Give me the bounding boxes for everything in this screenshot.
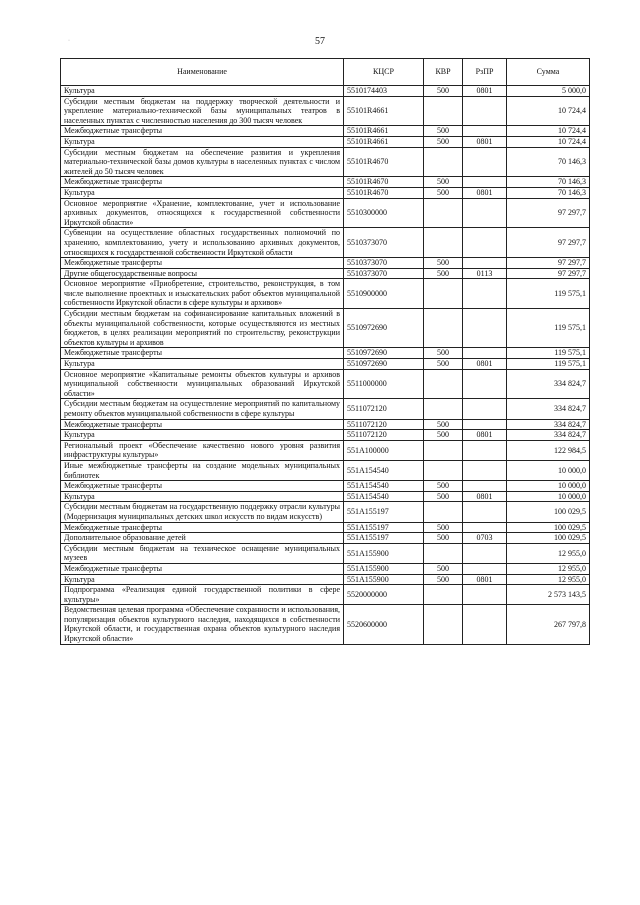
table-row: [61, 522, 590, 533]
code-cell: 5511072120: [344, 430, 424, 441]
kvr-cell: 500: [424, 187, 463, 198]
kvr-cell: [424, 399, 463, 419]
sum-cell: 334 824,7: [507, 430, 590, 441]
name-cell: Иные межбюджетные трансферты на создание модельных муниципальных библиотек: [61, 460, 344, 480]
name-cell: Субсидии местным бюджетам на осуществление мероприятий по капитальному ремонту объектов муниципальной собственности в сфере культуры: [61, 399, 344, 419]
kvr-cell: 500: [424, 268, 463, 279]
code-cell: 55101R4661: [344, 96, 424, 126]
kvr-cell: 500: [424, 481, 463, 492]
code-cell: 5510174403: [344, 86, 424, 97]
table-row: [61, 86, 590, 97]
name-cell: Субсидии местным бюджетам на софинансирование капитальных вложений в объекты муниципальной собственности, которые осуществляются из местных бюджетов, в целях реализации мероприятий по строительству, реконструкции объектов культуры и архивов: [61, 309, 344, 348]
name-cell: Культура: [61, 86, 344, 97]
name-cell: Межбюджетные трансферты: [61, 481, 344, 492]
table-row: [61, 258, 590, 269]
name-cell: Дополнительное образование детей: [61, 533, 344, 544]
rzpr-cell: [463, 348, 507, 359]
sum-cell: 2 573 143,5: [507, 585, 590, 605]
code-cell: 5511072120: [344, 399, 424, 419]
table-row: [61, 430, 590, 441]
sum-cell: 12 955,0: [507, 563, 590, 574]
code-cell: 55101R4670: [344, 187, 424, 198]
header-kvr: КВР: [424, 59, 463, 86]
sum-cell: 122 984,5: [507, 440, 590, 460]
sum-cell: 70 146,3: [507, 177, 590, 188]
name-cell: Ведомственная целевая программа «Обеспечение сохранности и использования, популяризация объектов культурного наследия, находящихся в собственности Иркутской области, и государственная охрана объектов культурного наследия Иркутской области»: [61, 605, 344, 644]
rzpr-cell: [463, 96, 507, 126]
name-cell: Межбюджетные трансферты: [61, 177, 344, 188]
code-cell: 5510972690: [344, 309, 424, 348]
kvr-cell: [424, 440, 463, 460]
header-code: КЦСР: [344, 59, 424, 86]
rzpr-cell: [463, 147, 507, 177]
code-cell: 551A154540: [344, 481, 424, 492]
code-cell: 5510972690: [344, 348, 424, 359]
sum-cell: 12 955,0: [507, 543, 590, 563]
name-cell: Региональный проект «Обеспечение качественно нового уровня развития инфраструктуры культуры»: [61, 440, 344, 460]
kvr-cell: 500: [424, 522, 463, 533]
header-name: Наименование: [61, 59, 344, 86]
name-cell: Субсидии местным бюджетам на государственную поддержку отрасли культуры (Модернизация муниципальных детских школ искусств по видам искусств): [61, 502, 344, 522]
code-cell: 55101R4670: [344, 177, 424, 188]
table-row: [61, 96, 590, 126]
kvr-cell: [424, 585, 463, 605]
code-cell: 55101R4661: [344, 136, 424, 147]
rzpr-cell: [463, 177, 507, 188]
sum-cell: 5 000,0: [507, 86, 590, 97]
kvr-cell: 500: [424, 136, 463, 147]
rzpr-cell: [463, 563, 507, 574]
name-cell: Культура: [61, 359, 344, 370]
kvr-cell: [424, 502, 463, 522]
table-header: [61, 59, 590, 86]
sum-cell: 97 297,7: [507, 198, 590, 228]
name-cell: Субсидии местным бюджетам на обеспечение развития и укрепления материально-технической базы домов культуры в населенных пунктах с числом жителей до 50 тысяч человек: [61, 147, 344, 177]
table-row: [61, 502, 590, 522]
rzpr-cell: 0801: [463, 491, 507, 502]
code-cell: 551A155900: [344, 574, 424, 585]
table-row: [61, 359, 590, 370]
code-cell: 5510373070: [344, 258, 424, 269]
table-row: [61, 147, 590, 177]
table-row: [61, 399, 590, 419]
code-cell: 5511072120: [344, 419, 424, 430]
rzpr-cell: [463, 228, 507, 258]
kvr-cell: 500: [424, 533, 463, 544]
sum-cell: 97 297,7: [507, 228, 590, 258]
sum-cell: 70 146,3: [507, 147, 590, 177]
sum-cell: 119 575,1: [507, 309, 590, 348]
name-cell: Субвенции на осуществление областных государственных полномочий по хранению, комплектованию, учету и использованию архивных документов, относящихся к государственной собственности Иркутской области: [61, 228, 344, 258]
header-sum: Сумма: [507, 59, 590, 86]
kvr-cell: [424, 369, 463, 399]
table-row: [61, 605, 590, 644]
name-cell: Межбюджетные трансферты: [61, 563, 344, 574]
sum-cell: 10 000,0: [507, 491, 590, 502]
code-cell: 551A155197: [344, 533, 424, 544]
rzpr-cell: [463, 605, 507, 644]
code-cell: 551A155900: [344, 543, 424, 563]
code-cell: 5520000000: [344, 585, 424, 605]
name-cell: Основное мероприятие «Капитальные ремонты объектов культуры и архивов муниципальной собственности муниципальных образований Иркутской области»: [61, 369, 344, 399]
rzpr-cell: [463, 126, 507, 137]
sum-cell: 70 146,3: [507, 187, 590, 198]
name-cell: Межбюджетные трансферты: [61, 126, 344, 137]
code-cell: 551A155900: [344, 563, 424, 574]
name-cell: Межбюджетные трансферты: [61, 522, 344, 533]
kvr-cell: 500: [424, 86, 463, 97]
kvr-cell: 500: [424, 563, 463, 574]
table-row: [61, 348, 590, 359]
header-rzpr: РзПР: [463, 59, 507, 86]
name-cell: Основное мероприятие «Приобретение, строительство, реконструкция, в том числе выполнение проектных и изыскательских работ объектов муниципальной собственности Иркутской области в сфере культуры и архивов»: [61, 279, 344, 309]
kvr-cell: 500: [424, 359, 463, 370]
code-cell: 551A155197: [344, 522, 424, 533]
kvr-cell: [424, 460, 463, 480]
rzpr-cell: 0113: [463, 268, 507, 279]
rzpr-cell: [463, 198, 507, 228]
header-row: [61, 59, 590, 86]
code-cell: 551A155197: [344, 502, 424, 522]
sum-cell: 119 575,1: [507, 359, 590, 370]
name-cell: Межбюджетные трансферты: [61, 419, 344, 430]
rzpr-cell: [463, 585, 507, 605]
page-number: 57: [315, 36, 325, 47]
sum-cell: 334 824,7: [507, 419, 590, 430]
table-row: [61, 136, 590, 147]
table-row: [61, 543, 590, 563]
table-row: [61, 574, 590, 585]
name-cell: Другие общегосударственные вопросы: [61, 268, 344, 279]
code-cell: 5511000000: [344, 369, 424, 399]
name-cell: Подпрограмма «Реализация единой государственной политики в сфере культуры»: [61, 585, 344, 605]
rzpr-cell: [463, 309, 507, 348]
table-row: [61, 491, 590, 502]
table-row: [61, 309, 590, 348]
table-row: [61, 228, 590, 258]
rzpr-cell: [463, 419, 507, 430]
rzpr-cell: 0703: [463, 533, 507, 544]
sum-cell: 10 000,0: [507, 481, 590, 492]
kvr-cell: [424, 147, 463, 177]
kvr-cell: 500: [424, 491, 463, 502]
sum-cell: 100 029,5: [507, 522, 590, 533]
table-row: [61, 440, 590, 460]
sum-cell: 12 955,0: [507, 574, 590, 585]
kvr-cell: 500: [424, 574, 463, 585]
name-cell: Межбюджетные трансферты: [61, 348, 344, 359]
kvr-cell: 500: [424, 126, 463, 137]
code-cell: 55101R4661: [344, 126, 424, 137]
rzpr-cell: [463, 258, 507, 269]
scan-mark: ·: [68, 38, 70, 44]
rzpr-cell: [463, 543, 507, 563]
rzpr-cell: [463, 399, 507, 419]
kvr-cell: 500: [424, 430, 463, 441]
rzpr-cell: [463, 440, 507, 460]
rzpr-cell: [463, 522, 507, 533]
name-cell: Основное мероприятие «Хранение, комплектование, учет и использование архивных документов, относящихся к государственной собственности Иркутской области»: [61, 198, 344, 228]
sum-cell: 267 797,8: [507, 605, 590, 644]
table-row: [61, 187, 590, 198]
sum-cell: 334 824,7: [507, 369, 590, 399]
code-cell: 5510972690: [344, 359, 424, 370]
name-cell: Субсидии местным бюджетам на поддержку творческой деятельности и укрепление материально-технической базы муниципальных театров в населенных пунктах с численностью населения до 300 тысяч человек: [61, 96, 344, 126]
kvr-cell: [424, 198, 463, 228]
code-cell: 5520600000: [344, 605, 424, 644]
sum-cell: 10 724,4: [507, 96, 590, 126]
sum-cell: 10 724,4: [507, 126, 590, 137]
table-row: [61, 268, 590, 279]
code-cell: 551A154540: [344, 460, 424, 480]
table-row: [61, 126, 590, 137]
rzpr-cell: 0801: [463, 359, 507, 370]
kvr-cell: 500: [424, 348, 463, 359]
table-row: [61, 279, 590, 309]
table-row: [61, 460, 590, 480]
kvr-cell: [424, 279, 463, 309]
sum-cell: 10 000,0: [507, 460, 590, 480]
name-cell: Культура: [61, 430, 344, 441]
kvr-cell: [424, 605, 463, 644]
table-row: [61, 563, 590, 574]
rzpr-cell: 0801: [463, 430, 507, 441]
table-row: [61, 419, 590, 430]
code-cell: 551A100000: [344, 440, 424, 460]
kvr-cell: 500: [424, 258, 463, 269]
table-row: [61, 369, 590, 399]
rzpr-cell: 0801: [463, 574, 507, 585]
rzpr-cell: [463, 481, 507, 492]
rzpr-cell: [463, 279, 507, 309]
rzpr-cell: [463, 460, 507, 480]
code-cell: 5510373070: [344, 268, 424, 279]
name-cell: Культура: [61, 574, 344, 585]
table-row: [61, 585, 590, 605]
code-cell: 551A154540: [344, 491, 424, 502]
kvr-cell: 500: [424, 177, 463, 188]
rzpr-cell: [463, 502, 507, 522]
sum-cell: 119 575,1: [507, 279, 590, 309]
sum-cell: 97 297,7: [507, 258, 590, 269]
name-cell: Межбюджетные трансферты: [61, 258, 344, 269]
table-row: [61, 198, 590, 228]
kvr-cell: [424, 309, 463, 348]
code-cell: 5510300000: [344, 198, 424, 228]
table-body: [61, 86, 590, 645]
name-cell: Субсидии местным бюджетам на техническое оснащение муниципальных музеев: [61, 543, 344, 563]
table-row: [61, 177, 590, 188]
sum-cell: 10 724,4: [507, 136, 590, 147]
name-cell: Культура: [61, 187, 344, 198]
rzpr-cell: 0801: [463, 86, 507, 97]
kvr-cell: 500: [424, 419, 463, 430]
sum-cell: 97 297,7: [507, 268, 590, 279]
table-row: [61, 481, 590, 492]
sum-cell: 334 824,7: [507, 399, 590, 419]
code-cell: 5510373070: [344, 228, 424, 258]
kvr-cell: [424, 543, 463, 563]
name-cell: Культура: [61, 136, 344, 147]
sum-cell: 119 575,1: [507, 348, 590, 359]
rzpr-cell: [463, 369, 507, 399]
kvr-cell: [424, 96, 463, 126]
rzpr-cell: 0801: [463, 187, 507, 198]
rzpr-cell: 0801: [463, 136, 507, 147]
code-cell: 55101R4670: [344, 147, 424, 177]
table-row: [61, 533, 590, 544]
kvr-cell: [424, 228, 463, 258]
name-cell: Культура: [61, 491, 344, 502]
sum-cell: 100 029,5: [507, 533, 590, 544]
sum-cell: 100 029,5: [507, 502, 590, 522]
budget-table: [60, 58, 590, 645]
code-cell: 5510900000: [344, 279, 424, 309]
